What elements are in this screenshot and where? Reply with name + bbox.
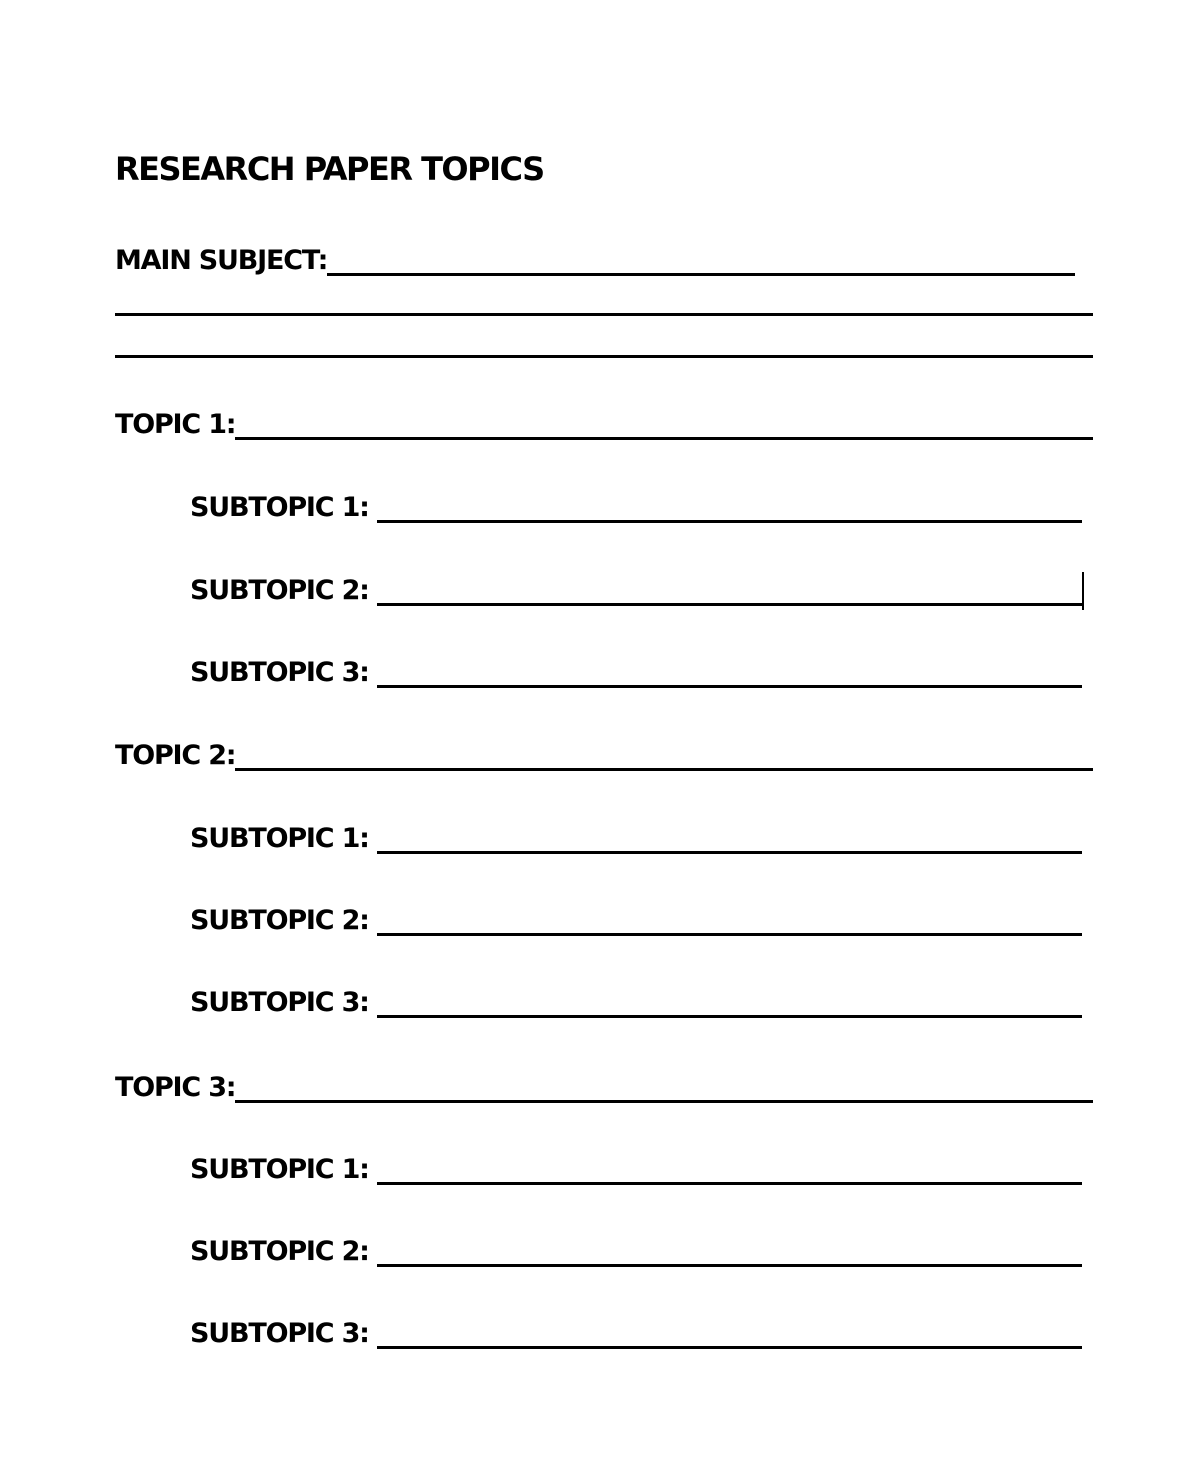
topic-3-subtopic-3-field [190, 1311, 1082, 1351]
topic-2-subtopic-1-field [190, 816, 1082, 856]
topic-2-subtopic-3-line[interactable] [377, 1015, 1082, 1018]
topic-2-subtopic-2-field [190, 898, 1082, 938]
topic-1-subtopic-2-label: SUBTOPIC 2: [190, 575, 369, 606]
topic-3-subtopic-1-field [190, 1147, 1082, 1187]
topic-2-subtopic-1-label: SUBTOPIC 1: [190, 823, 369, 854]
main-subject-line[interactable] [327, 273, 1075, 276]
topic-1-line[interactable] [235, 437, 1093, 440]
topic-3-label: TOPIC 3: [115, 1072, 236, 1103]
topic-3-subtopic-1-line[interactable] [377, 1182, 1082, 1185]
topic-3-subtopic-2-field [190, 1229, 1082, 1269]
topic-3-line[interactable] [235, 1100, 1093, 1103]
topic-1-subtopic-1-field [190, 485, 1082, 525]
main-subject-field [115, 238, 1075, 278]
topic-1-subtopic-2-line[interactable] [377, 603, 1082, 606]
topic-3-subtopic-3-line[interactable] [377, 1346, 1082, 1349]
topic-3-subtopic-2-line[interactable] [377, 1264, 1082, 1267]
topic-1-label: TOPIC 1: [115, 409, 236, 440]
topic-2-subtopic-1-line[interactable] [377, 851, 1082, 854]
topic-1-subtopic-1-line[interactable] [377, 520, 1082, 523]
topic-1-subtopic-3-line[interactable] [377, 685, 1082, 688]
main-subject-line-2[interactable] [115, 313, 1093, 316]
topic-3-subtopic-2-label: SUBTOPIC 2: [190, 1236, 369, 1267]
topic-2-subtopic-2-label: SUBTOPIC 2: [190, 905, 369, 936]
page-title: RESEARCH PAPER TOPICS [115, 150, 544, 188]
topic-1-subtopic-3-label: SUBTOPIC 3: [190, 657, 369, 688]
topic-1-subtopic-3-field [190, 650, 1082, 690]
topic-1-subtopic-2-field [190, 568, 1082, 608]
topic-2-subtopic-2-line[interactable] [377, 933, 1082, 936]
topic-2-subtopic-3-field [190, 980, 1082, 1020]
topic-3-subtopic-3-label: SUBTOPIC 3: [190, 1318, 369, 1349]
topic-1-field [115, 402, 1093, 442]
topic-2-field [115, 733, 1093, 773]
topic-3-subtopic-1-label: SUBTOPIC 1: [190, 1154, 369, 1185]
main-subject-label: MAIN SUBJECT: [115, 245, 328, 276]
topic-2-line[interactable] [235, 768, 1093, 771]
topic-3-field [115, 1065, 1093, 1105]
main-subject-line-3[interactable] [115, 355, 1093, 358]
topic-1-subtopic-1-label: SUBTOPIC 1: [190, 492, 369, 523]
text-cursor [1082, 572, 1084, 610]
topic-2-label: TOPIC 2: [115, 740, 236, 771]
topic-2-subtopic-3-label: SUBTOPIC 3: [190, 987, 369, 1018]
